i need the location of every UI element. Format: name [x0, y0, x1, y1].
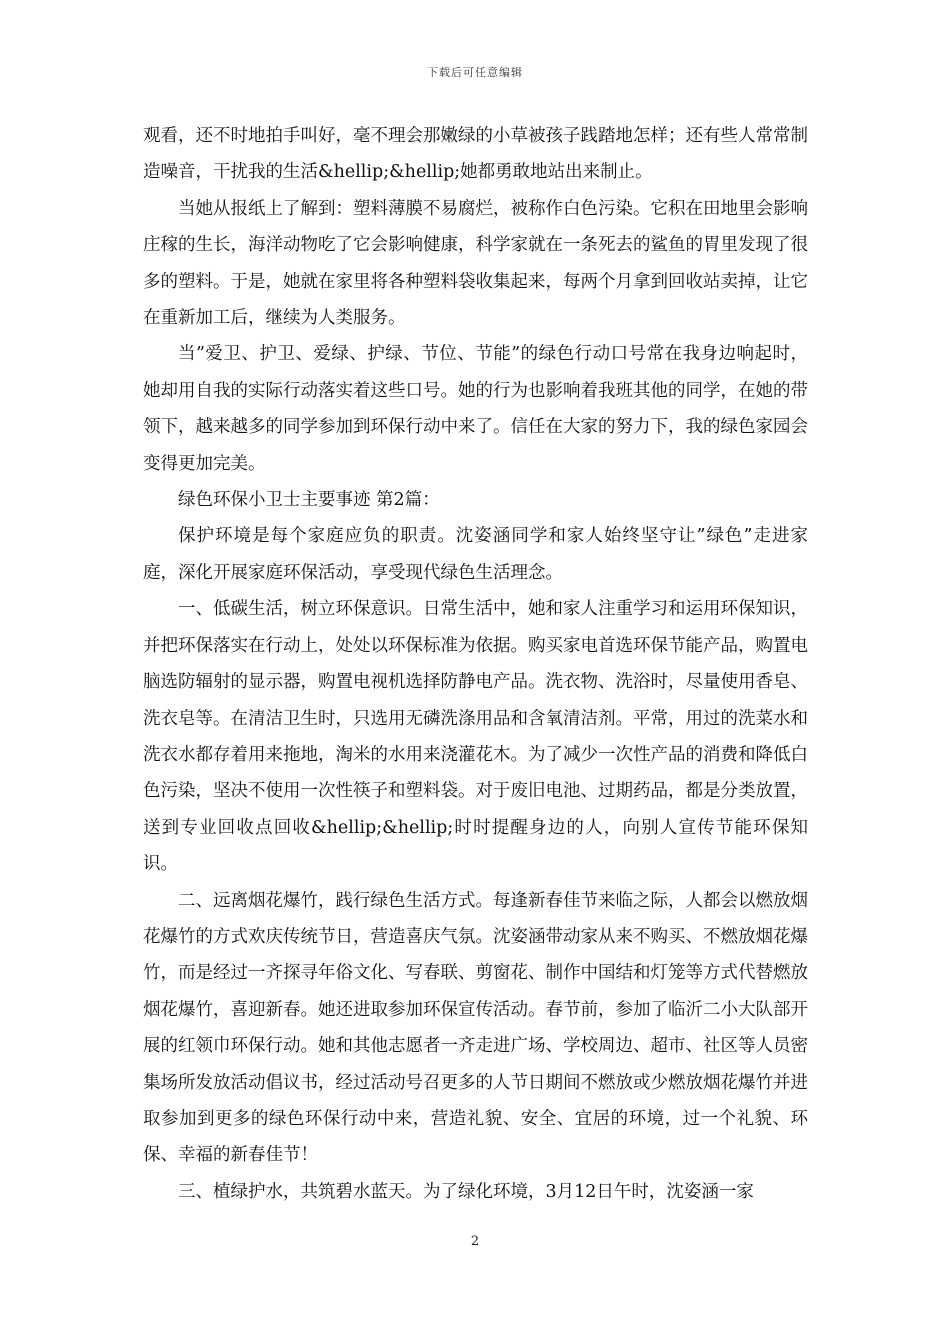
paragraph: 二、远离烟花爆竹，践行绿色生活方式。每逢新春佳节来临之际，人都会以燃放烟花爆竹的方式欢庆传统节日，营造喜庆气氛。沈姿涵带动家从来不购买、不燃放烟花爆竹，而是经过一齐探寻年俗文化、写春联、剪窗花、制作中国结和灯笼等方式代替燃放烟花爆竹，喜迎新春。她还进取参加环保宣传活动。春节前，参加了临沂二小大队部开展的红领巾环保行动。她和其他志愿者一齐走进广场、学校周边、超市、社区等人员密集场所发放活动倡议书，经过活动号召更多的人节日期间不燃放或少燃放烟花爆竹并进取参加到更多的绿色环保行动中来，营造礼貌、安全、宜居的环境，过一个礼貌、环保、幸福的新春佳节！ — [143, 890, 808, 1166]
page-number: 2 — [470, 1234, 480, 1249]
paragraph: 保护环境是每个家庭应负的职责。沈姿涵同学和家人始终坚守让”绿色”走进家庭，深化开展家庭环保活动，享受现代绿色生活理念。 — [143, 526, 808, 583]
body-text — [143, 118, 808, 1210]
paragraph: 当”爱卫、护卫、爱绿、护绿、节位、节能”的绿色行动口号常在我身边响起时，她却用自我的实际行动落实着这些口号。她的行为也影响着我班其他的同学，在她的带领下，越来越多的同学参加到环保行动中来了。信任在大家的努力下，我的绿色家园会变得更加完美。 — [143, 344, 808, 474]
section-heading: 绿色环保小卫士主要事迹 第2篇： — [178, 490, 440, 511]
page-header: 下载后可任意编辑 — [427, 66, 523, 79]
paragraph: 当她从报纸上了解到：塑料薄膜不易腐烂，被称作白色污染。它积在田地里会影响庄稼的生长，海洋动物吃了它会影响健康，科学家就在一条死去的鲨鱼的胃里发现了很多的塑料。于是，她就在家里将各种塑料袋收集起来，每两个月拿到回收站卖掉，让它在重新加工后，继续为人类服务。 — [143, 198, 808, 329]
paragraph: 三、植绿护水，共筑碧水蓝天。为了绿化环境，3月12日午时，沈姿涵一家 — [178, 1181, 754, 1202]
paragraph-continued: 观看，还不时地拍手叫好，毫不理会那嫩绿的小草被孩子践踏地怎样；还有些人常常制造噪音，干扰我的生活&hellip;&hellip;她都勇敢地站出来制止。 — [143, 126, 808, 183]
paragraph: 一、低碳生活，树立环保意识。日常生活中，她和家人注重学习和运用环保知识，并把环保落实在行动上，处处以环保标准为依据。购买家电首选环保节能产品，购置电脑选防辐射的显示器，购置电视机选择防静电产品。洗衣物、洗浴时，尽量使用香皂、洗衣皂等。在清洁卫生时，只选用无磷洗涤用品和含氧清洁剂。平常，用过的洗菜水和洗衣水都存着用来拖地，淘米的水用来浇灌花木。为了减少一次性产品的消费和降低白色污染，坚决不使用一次性筷子和塑料袋。对于废旧电池、过期药品，都是分类放置，送到专业回收点回收&hellip;&hellip;时时提醒身边的人，向别人宣传节能环保知识。 — [143, 599, 808, 875]
